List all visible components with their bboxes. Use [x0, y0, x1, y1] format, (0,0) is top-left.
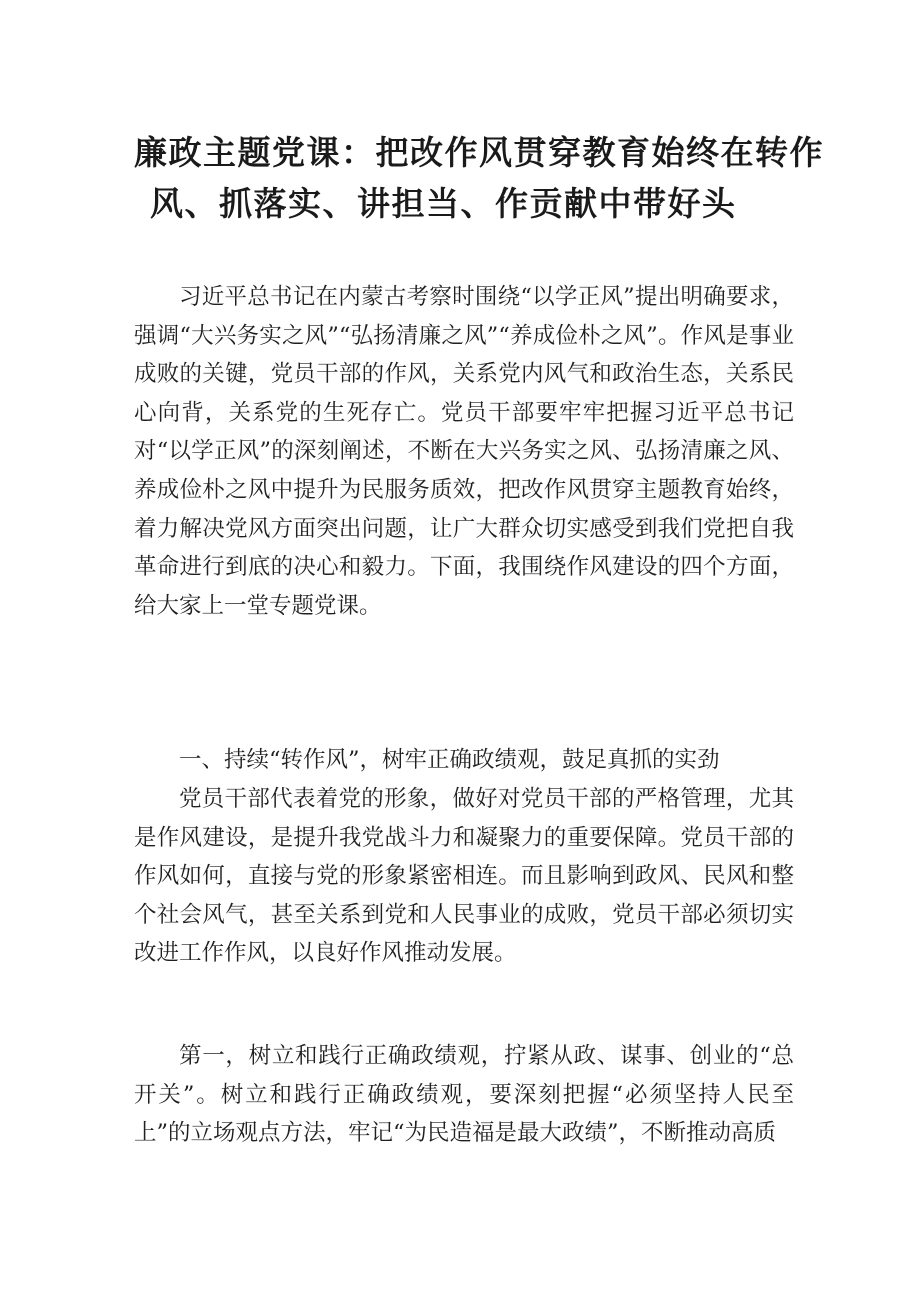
section-heading-1: [134, 741, 794, 780]
paragraph-text: 党员干部代表着党的形象，做好对党员干部的严格管理，尤其是作风建设，是提升我党战斗力和凝聚力的重要保障。党员干部的作风如何，直接与党的形象紧密相连。而且影响到政风、民风和整个社会风气，甚至关系到党和人民事业的成败，党员干部必须切实改进工作作风，以良好作风推动发展。: [134, 786, 794, 967]
first-point-paragraph: [134, 1037, 794, 1153]
intro-paragraph: [134, 278, 794, 625]
paragraph-text: 习近平总书记在内蒙古考察时围绕“以学正风”提出明确要求，强调“大兴务实之风”“弘扬清廉之风”“养成俭朴之风”。作风是事业成败的关键，党员干部的作风，关系党内风气和政治生态，关系民心向背，关系党的生死存亡。党员干部要牢牢把握习近平总书记对“以学正风”的深刻阐述，不断在大兴务实之风、弘扬清廉之风、养成俭朴之风中提升为民服务质效，把改作风贯穿主题教育始终，着力解决党风方面突出问题，让广大群众切实感受到我们党把自我革命进行到底的决心和毅力。下面，我围绕作风建设的四个方面，给大家上一堂专题党课。: [134, 284, 794, 619]
document-title-line-1: 廉政主题党课：把改作风贯穿教育始终在转作: [134, 133, 824, 172]
paragraph-text: 第一，树立和践行正确政绩观，拧紧从政、谋事、创业的“总开关”。树立和践行正确政绩观，要深刻把握“必须坚持人民至上”的立场观点方法，牢记“为民造福是最大政绩”，不断推动高质: [134, 1043, 794, 1147]
document-title-line-2: 风、抓落实、讲担当、作贡献中带好头: [150, 184, 737, 223]
section-heading-text: 一、持续“转作风”，树牢正确政绩观，鼓足真抓的实劲: [179, 747, 720, 773]
section-1-paragraph: [134, 780, 794, 973]
